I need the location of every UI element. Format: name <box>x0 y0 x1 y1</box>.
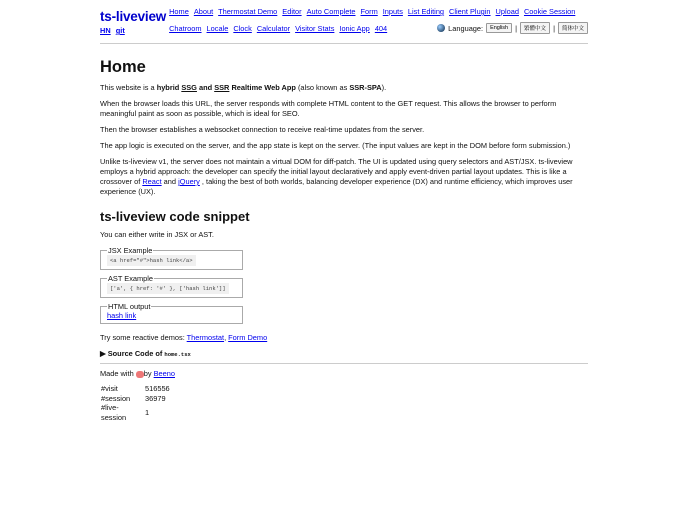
nav-ionic-app[interactable]: Ionic App <box>339 24 370 33</box>
nav-visitor-stats[interactable]: Visitor Stats <box>295 24 335 33</box>
nav-about[interactable]: About <box>193 7 214 16</box>
table-row: #live-session 1 <box>101 403 150 423</box>
nav-row-1 <box>169 7 575 16</box>
nav-locale[interactable]: Locale <box>206 24 229 33</box>
sub-links <box>100 26 166 35</box>
language-switcher <box>437 22 588 34</box>
nav-list-editing[interactable]: List Editing <box>407 7 445 16</box>
site-title: ts-liveview <box>100 9 167 24</box>
nav-row-2 <box>169 24 392 33</box>
nav-form[interactable]: Form <box>360 7 378 16</box>
snippet-intro: You can either write in JSX or AST. <box>100 230 214 239</box>
approach-paragraph: Unlike ts-liveview v1, the server does not maintain a virtual DOM for diff-patch. The UI is updated using query selectors and AST/JSX. ts-liveview employs a hybrid approach: the developer can specify the initial layout declaratively and apply event-driven partial layout updates. This is like a crossover of React and jQuery , taking the best of both worlds, balancing developer experience (DX) and runtime efficiency, which improves user experience (UX). <box>100 157 573 196</box>
ssr-paragraph: When the browser loads this URL, the server responds with complete HTML content to the GET request. This allows the browser to perform meaningful paint as soon as possible, which is ideal for SEO. <box>100 99 557 118</box>
react-link[interactable]: React <box>142 177 162 186</box>
language-label: Language: <box>448 23 484 33</box>
separator: | <box>515 23 518 33</box>
nav-editor[interactable]: Editor <box>282 7 302 16</box>
nav-home[interactable]: Home <box>169 7 189 16</box>
footer: Made with by Beeno #visit 516556 #session 36979 #live-session 1 <box>100 369 175 423</box>
thermostat-link[interactable]: Thermostat <box>186 333 225 342</box>
nav-thermostat-demo[interactable]: Thermostat Demo <box>218 7 278 16</box>
lang-traditional-chinese-button[interactable]: 繁體中文 <box>520 22 550 34</box>
stats-table <box>100 384 171 423</box>
snippet-heading: ts-liveview code snippet <box>100 209 250 224</box>
jsx-example: JSX Example <a href="#">hash link</a> <box>100 246 243 270</box>
jquery-link[interactable]: jQuery <box>178 177 200 186</box>
nav-calculator[interactable]: Calculator <box>256 24 291 33</box>
heart-icon <box>136 371 144 378</box>
ast-example: AST Example ['a', { href: '#' }, ['hash link']] <box>100 274 243 298</box>
nav-404[interactable]: 404 <box>374 24 388 33</box>
author-link[interactable]: Beeno <box>153 369 175 378</box>
ast-code: ['a', { href: '#' }, ['hash link']] <box>107 283 229 294</box>
header <box>100 0 588 44</box>
nav-client-plugin[interactable]: Client Plugin <box>449 7 491 16</box>
page-title: Home <box>100 58 146 76</box>
websocket-paragraph: Then the browser establishes a websocket connection to receive real-time updates from the server. <box>100 125 425 134</box>
page <box>100 0 588 423</box>
table-row: #visit 516556 <box>101 384 170 393</box>
nav-auto-complete[interactable]: Auto Complete <box>306 7 356 16</box>
divider <box>100 363 588 364</box>
hn-link[interactable]: HN <box>100 26 111 35</box>
nav-cookie-session[interactable]: Cookie Session <box>523 7 576 16</box>
hash-link[interactable]: hash link <box>107 311 137 320</box>
nav-chatroom[interactable]: Chatroom <box>169 24 202 33</box>
nav-inputs[interactable]: Inputs <box>382 7 403 16</box>
form-demo-link[interactable]: Form Demo <box>228 333 268 342</box>
git-link[interactable]: git <box>115 26 125 35</box>
table-row: #session 36979 <box>101 393 166 403</box>
lang-english-button[interactable]: English <box>486 23 512 33</box>
globe-icon <box>437 24 445 32</box>
demos-paragraph: Try some reactive demos: Thermostat, Form Demo <box>100 333 268 342</box>
intro-paragraph: This website is a hybrid SSG and SSR Realtime Web App (also known as SSR-SPA). <box>100 83 387 92</box>
lang-simplified-chinese-button[interactable]: 简体中文 <box>558 22 588 34</box>
app-logic-paragraph: The app logic is executed on the server, and the app state is kept on the server. (The input values are kept in the DOM before form submission.) <box>100 141 571 150</box>
jsx-code: <a href="#">hash link</a> <box>107 255 196 266</box>
brand-block <box>100 0 166 35</box>
nav-upload[interactable]: Upload <box>495 7 519 16</box>
source-code-toggle[interactable]: ▶ Source Code of home.tsx <box>100 349 191 358</box>
nav-clock[interactable]: Clock <box>233 24 252 33</box>
nav-block <box>169 0 588 44</box>
html-output: HTML output hash link <box>100 302 243 324</box>
separator: | <box>553 23 555 33</box>
